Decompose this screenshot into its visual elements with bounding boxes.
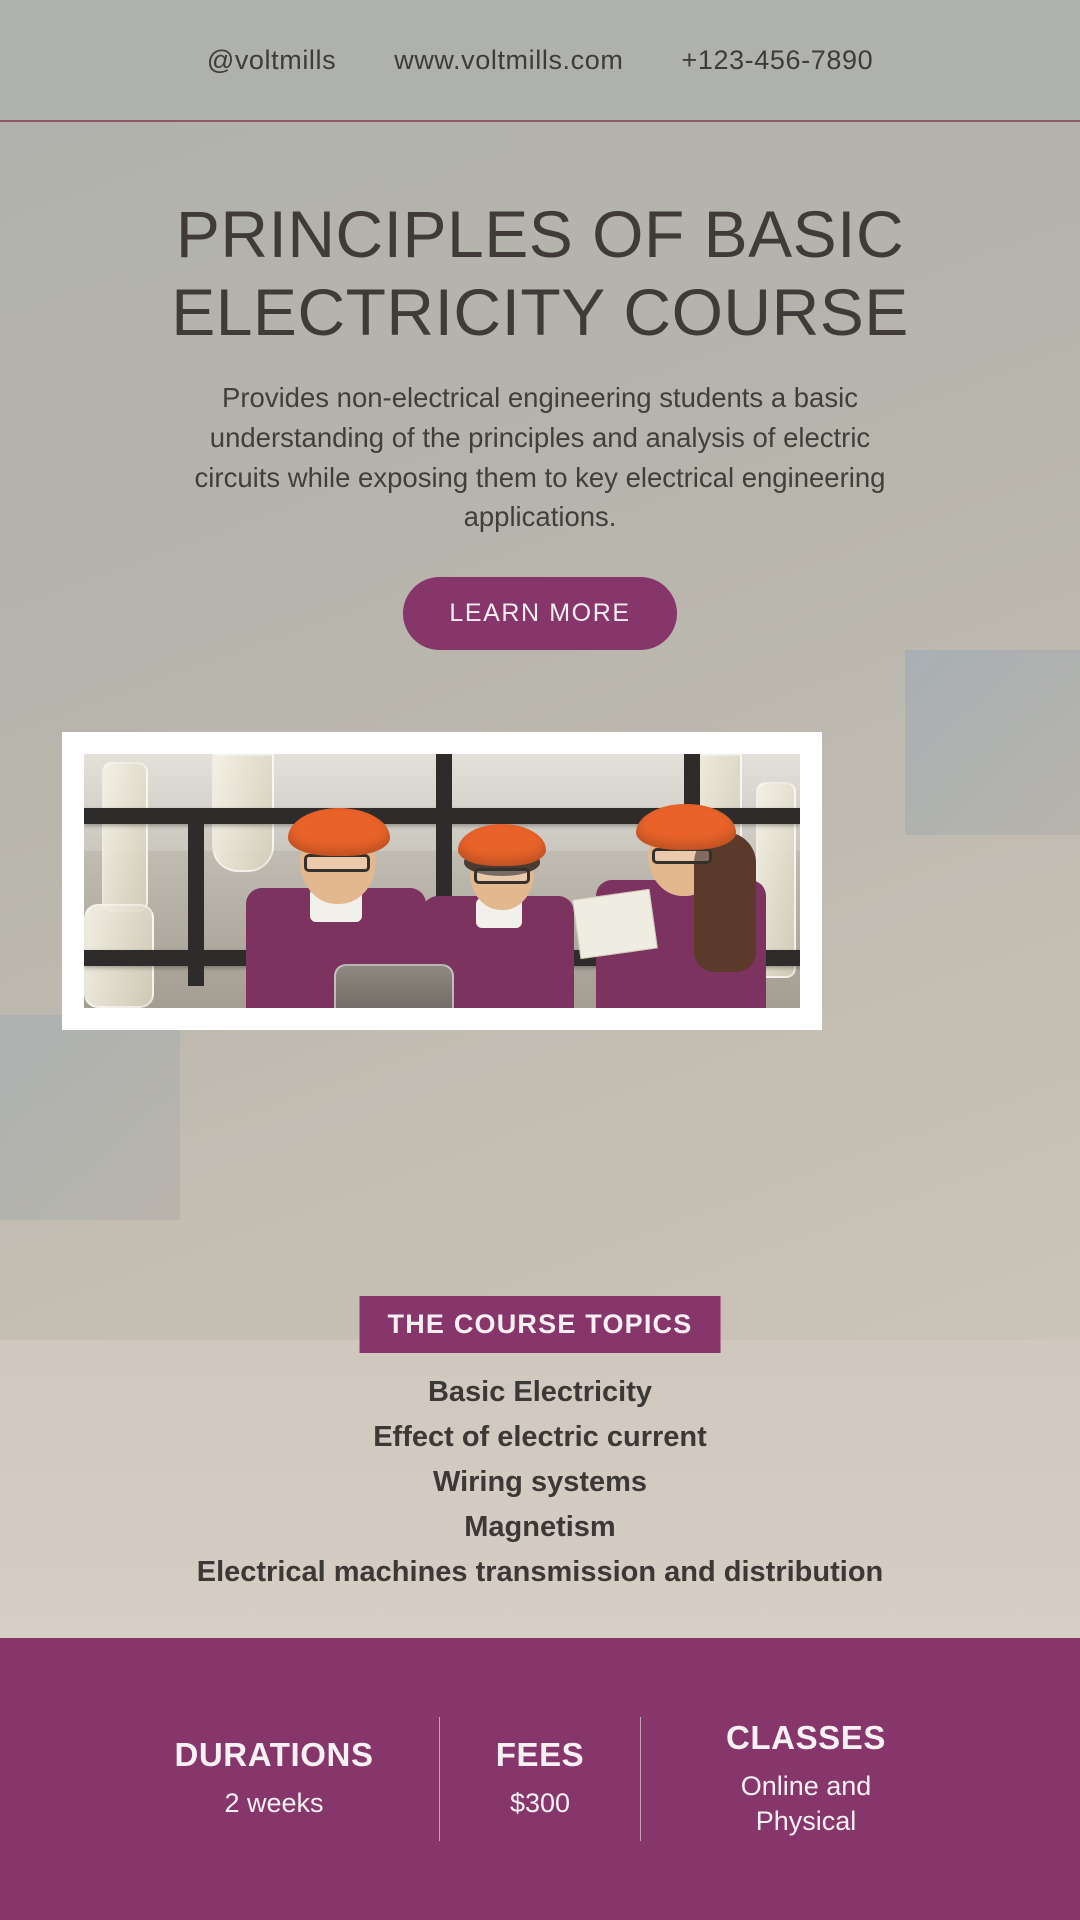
list-item: Basic Electricity <box>427 1376 653 1408</box>
footer-column-durations <box>109 1736 439 1821</box>
photo-frame <box>62 732 822 1030</box>
photo-student-right-helmet <box>636 804 736 850</box>
fees-title: FEES <box>495 1736 585 1774</box>
cta-container <box>70 577 1010 650</box>
photo-student-middle-glasses <box>474 868 530 884</box>
footer-column-fees <box>440 1736 640 1821</box>
classes-value: Online and Physical <box>740 1770 872 1836</box>
hero-description: Provides non-electrical engineering students a basic understanding of the principles and analysis of electric circuits while exposing them to key electrical engineering applications. <box>194 381 886 533</box>
list-item: Electrical machines transmission and distribution <box>196 1555 884 1588</box>
photo-pipe-vertical-left <box>188 808 204 986</box>
phone-number[interactable]: +123-456-7890 <box>681 44 874 75</box>
decorative-square-left <box>0 1015 180 1220</box>
list-item: Wiring systems <box>432 1465 648 1498</box>
photo-glass-column-1 <box>102 762 148 912</box>
list-item: Effect of electric current <box>373 1420 707 1453</box>
details-footer <box>0 1638 1080 1920</box>
decorative-square-right <box>905 650 1080 835</box>
classes-title: CLASSES <box>725 1718 887 1756</box>
photo-student-right <box>582 808 772 1008</box>
footer-column-classes <box>641 1719 971 1839</box>
hero-section <box>0 196 1080 650</box>
list-item: Magnetism <box>464 1510 616 1543</box>
lab-students-photo <box>84 754 800 1008</box>
website-url[interactable]: www.voltmills.com <box>394 44 624 75</box>
contact-header <box>0 0 1080 120</box>
photo-student-right-glasses <box>652 848 712 864</box>
durations-value: 2 weeks <box>224 1788 324 1819</box>
photo-notepad <box>572 889 658 959</box>
photo-foreground-equipment <box>334 964 454 1008</box>
fees-value: $300 <box>509 1788 571 1819</box>
durations-title: DURATIONS <box>174 1736 374 1774</box>
course-topics-badge: THE COURSE TOPICS <box>360 1296 721 1353</box>
photo-student-left-glasses <box>304 854 370 872</box>
learn-more-button[interactable]: LEARN MORE <box>403 577 676 650</box>
page-title: PRINCIPLES OF BASIC ELECTRICITY COURSE <box>171 197 909 349</box>
social-handle[interactable]: @voltmills <box>206 44 337 75</box>
course-topics-list <box>0 1370 1080 1595</box>
